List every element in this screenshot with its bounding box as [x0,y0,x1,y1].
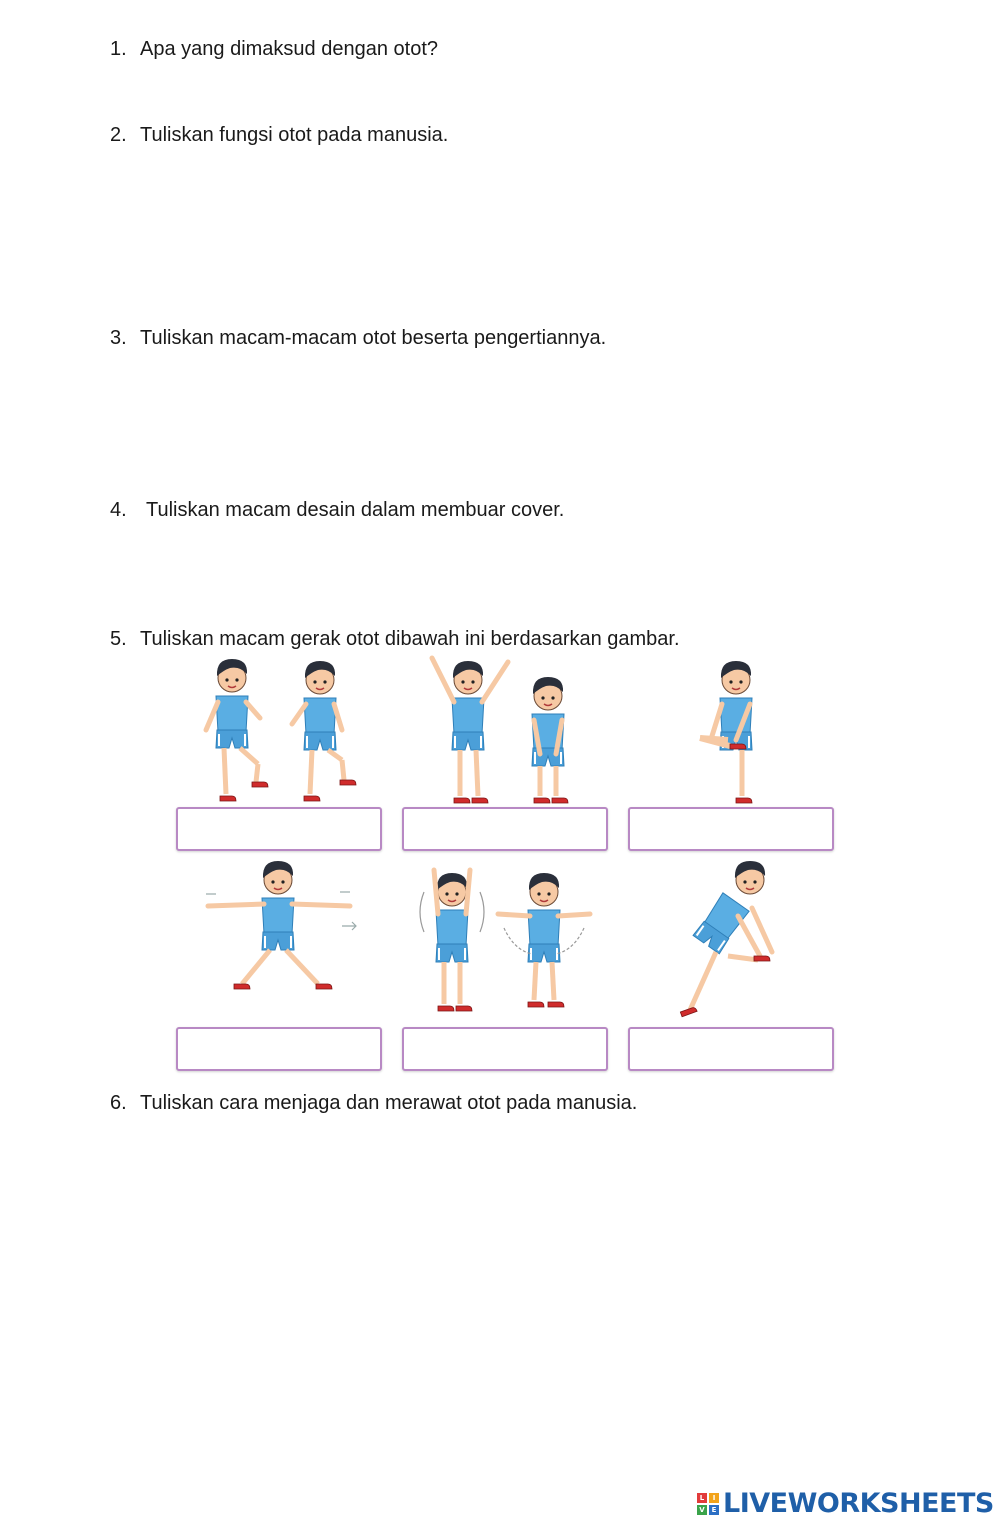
question-text: Apa yang dimaksud dengan otot? [140,38,438,60]
brand-name: LIVEWORKSHEETS [723,1488,994,1519]
exercise-panel-6 [622,858,862,1078]
logo-mark-letter: V [697,1505,707,1515]
answer-box-4[interactable] [176,1027,382,1071]
question-number: 2. [110,124,127,146]
logo-mark-letter: E [709,1505,719,1515]
exercise-panel-2 [396,650,636,860]
question-5 [110,628,680,651]
exercise-image-side-lunge [170,858,410,1018]
exercise-panel-5 [396,858,636,1078]
question-text: Tuliskan cara menjaga dan merawat otot pada manusia. [140,1092,638,1114]
exercise-panel-4 [170,858,410,1078]
question-text: Tuliskan fungsi otot pada manusia. [140,124,449,146]
answer-box-3[interactable] [628,807,834,851]
question-4 [110,499,564,522]
exercise-image-arms-up [396,650,636,810]
question-text: Tuliskan macam desain dalam membuar cover. [146,499,565,521]
exercise-panel-3 [622,650,862,860]
question-number: 3. [110,327,127,349]
logo-mark-letter: I [709,1493,719,1503]
question-2 [110,124,448,147]
answer-box-6[interactable] [628,1027,834,1071]
liveworksheets-mark-icon [697,1493,719,1515]
answer-box-2[interactable] [402,807,608,851]
question-1 [110,38,438,61]
question-number: 5. [110,628,127,650]
answer-box-5[interactable] [402,1027,608,1071]
question-text: Tuliskan macam gerak otot dibawah ini berdasarkan gambar. [140,628,680,650]
question-3 [110,327,606,350]
logo-mark-letter: L [697,1493,707,1503]
exercise-image-forward-lunge [622,858,862,1028]
answer-box-1[interactable] [176,807,382,851]
question-number: 4. [110,499,127,521]
exercise-image-knee-raise [170,650,410,810]
liveworksheets-logo [697,1488,994,1519]
exercise-image-leg-hug [622,650,862,810]
exercise-image-arm-circles [396,858,636,1018]
question-text: Tuliskan macam-macam otot beserta pengertiannya. [140,327,607,349]
exercise-panel-1 [170,650,410,860]
question-6 [110,1092,637,1115]
question-number: 1. [110,38,127,60]
question-number: 6. [110,1092,127,1114]
